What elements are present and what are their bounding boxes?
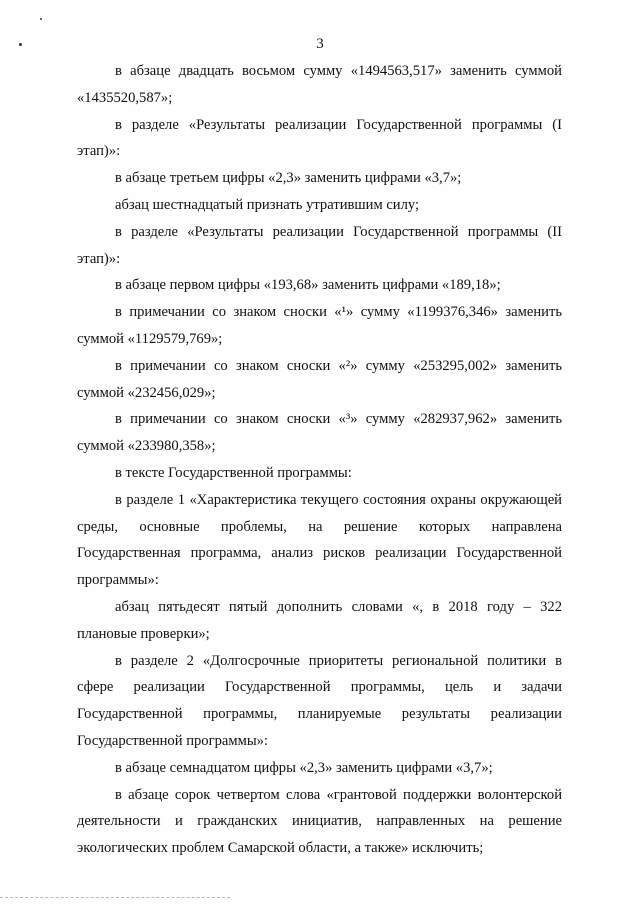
- paragraph: в абзаце третьем цифры «2,3» заменить цифрами «3,7»;: [115, 170, 462, 187]
- paragraph: в абзаце семнадцатом цифры «2,3» заменить цифрами «3,7»;: [115, 759, 493, 776]
- paragraph: в примечании со знаком сноски «¹» сумму «1199376,346» заменить суммой «1129579,769»;: [77, 304, 562, 347]
- paragraph: в абзаце первом цифры «193,68» заменить цифрами «189,18»;: [115, 277, 501, 294]
- paragraph: в тексте Государственной программы:: [115, 464, 352, 481]
- paragraph: в примечании со знаком сноски «³» сумму «282937,962» заменить суммой «233980,358»;: [77, 411, 562, 455]
- scan-speck: [40, 18, 42, 20]
- paragraph: в разделе 1 «Характеристика текущего состояния охраны окружающей среды, основные проблемы, на решение которых направлена Государственная программа, анализ рисков реализации Государственной программы»:: [77, 491, 562, 589]
- paragraph: в абзаце двадцать восьмом сумму «1494563,517» заменить суммой «1435520,587»;: [77, 63, 562, 106]
- paragraph: в абзаце сорок четвертом слова «грантовой поддержки волонтерской деятельности и гражданских инициатив, направленных на решение экологических проблем Самарской области, а также» исключить;: [77, 786, 562, 857]
- paragraph: в разделе 2 «Долгосрочные приоритеты региональной политики в сфере реализации Государственной программы, цель и задачи Государственной программы, планируемые результаты реализации Государственной программы»:: [77, 652, 562, 749]
- paragraph: в примечании со знаком сноски «²» сумму «253295,002» заменить суммой «232456,029»;: [77, 357, 562, 401]
- paragraph: абзац шестнадцатый признать утратившим силу;: [115, 196, 420, 213]
- paragraph: абзац пятьдесят пятый дополнить словами «, в 2018 году – 322 плановые проверки»;: [77, 598, 562, 642]
- page-number: 3: [316, 36, 324, 52]
- document-body: [77, 58, 562, 862]
- paragraph: в разделе «Результаты реализации Государственной программы (I этап)»:: [77, 116, 562, 160]
- scan-bottom-edge: [0, 897, 230, 898]
- paragraph: в разделе «Результаты реализации Государственной программы (II этап)»:: [77, 223, 562, 267]
